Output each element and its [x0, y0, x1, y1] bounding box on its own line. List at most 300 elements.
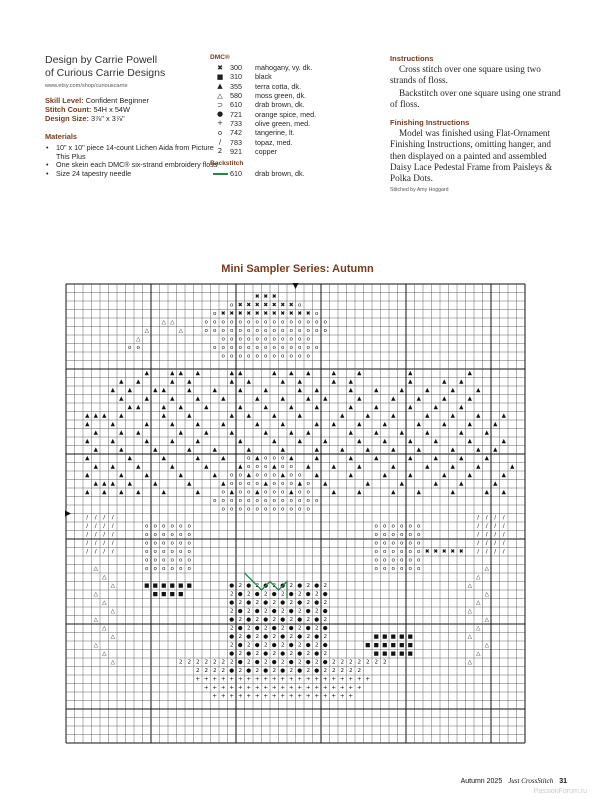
stitch-symbol: ▲ [297, 413, 302, 420]
stitch-symbol: ▲ [238, 438, 243, 445]
stitch-symbol: ✖ [237, 311, 243, 318]
stitch-symbol: o [272, 319, 276, 326]
stitch-symbol: + [254, 693, 260, 700]
stitch-symbol: ▲ [255, 489, 260, 496]
stitch-symbol: △ [476, 651, 481, 658]
stitch-symbol: ▲ [136, 404, 141, 411]
stitch-symbol: ▲ [144, 472, 149, 479]
stitch-symbol: 2 [340, 668, 345, 675]
stitch-symbol: o [187, 557, 191, 564]
stitch-symbol: ▲ [357, 438, 362, 445]
stitch-symbol: o [272, 455, 276, 462]
stitch-symbol: ▲ [170, 438, 175, 445]
key-name: topaz, med. [255, 137, 293, 147]
key-name: drab brown, dk. [255, 100, 305, 110]
stitch-symbol: ● [246, 634, 252, 641]
stitch-symbol: 2 [238, 617, 243, 624]
stitch-symbol: 2 [280, 659, 285, 666]
stitch-symbol: ▲ [272, 370, 277, 377]
stitch-symbol: ▲ [127, 387, 132, 394]
stitch-symbol: o [153, 557, 157, 564]
stitch-symbol: + [297, 676, 303, 683]
stitch-symbol: o [281, 328, 285, 335]
stitch-symbol: o [238, 345, 242, 352]
stitch-symbol: ▲ [289, 404, 294, 411]
stitch-symbol: o [400, 540, 404, 547]
stitch-symbol: o [238, 472, 242, 479]
key-number: 310 [230, 72, 242, 82]
stitch-symbol: 2 [306, 634, 311, 641]
key-row [210, 63, 370, 72]
stitch-symbol: o [281, 481, 285, 488]
designer-url[interactable]: www.etsy.com/shop/curiouscarrie [45, 83, 128, 89]
stitch-symbol: / [485, 532, 488, 539]
stitch-symbol: o [238, 498, 242, 505]
stitch-symbol: ● [246, 651, 252, 658]
key-row [210, 82, 370, 91]
stitch-symbol: o [230, 319, 234, 326]
stitch-symbol: 2 [280, 625, 285, 632]
stitch-symbol: o [281, 455, 285, 462]
stitch-symbol: ▲ [127, 481, 132, 488]
stitch-symbol: o [408, 523, 412, 530]
stitch-symbol: o [213, 311, 217, 318]
stitch-symbol: ▲ [229, 379, 234, 386]
stitch-symbol: o [153, 532, 157, 539]
stitch-symbol: + [322, 676, 328, 683]
stitch-symbol: ▲ [484, 430, 489, 437]
stitch-symbol: / [86, 549, 89, 556]
stitch-symbol: o [281, 506, 285, 513]
stitch-symbol: ▲ [153, 481, 158, 488]
stitch-symbol: ▲ [314, 387, 319, 394]
stitch-symbol: 2 [348, 659, 353, 666]
stitch-symbol: ▲ [187, 413, 192, 420]
instructions-heading: Instructions [390, 54, 434, 63]
stitch-symbol: ▲ [195, 489, 200, 496]
stitch-symbol: 2 [323, 617, 328, 624]
stitch-symbol: ▲ [408, 404, 413, 411]
stitch-symbol: ▲ [425, 430, 430, 437]
stitch-symbol: o [162, 540, 166, 547]
stitch-symbol: △ [102, 651, 107, 658]
stitch-symbol: ▲ [501, 472, 506, 479]
stitch-symbol: o [238, 336, 242, 343]
stitch-symbol: / [103, 532, 106, 539]
stitch-symbol: 2 [272, 668, 277, 675]
stitch-symbol: ▲ [382, 438, 387, 445]
stitch-symbol: o [247, 319, 251, 326]
stitch-symbol: ▲ [161, 455, 166, 462]
stitch-symbol: ✖ [271, 311, 277, 318]
stitch-symbol: ■ [178, 583, 184, 590]
stitch-symbol: ▲ [340, 413, 345, 420]
stitch-symbol: 2 [314, 642, 319, 649]
stitch-symbol: o [408, 540, 412, 547]
stitch-symbol: o [264, 455, 268, 462]
key-row [210, 72, 370, 81]
stitch-symbol: ✖ [254, 302, 260, 309]
stitch-symbol: + [331, 685, 337, 692]
stitch-symbol: 2 [238, 668, 243, 675]
stitch-symbol: ▲ [331, 370, 336, 377]
stitch-symbol: o [383, 557, 387, 564]
stitch-symbol: △ [170, 319, 175, 326]
stitch-symbol: ■ [399, 634, 405, 641]
key-name: mahogany, vy. dk. [255, 63, 313, 73]
stitch-symbol: o [204, 319, 208, 326]
stitch-symbol: 2 [272, 583, 277, 590]
stitch-symbol: o [238, 489, 242, 496]
stitch-symbol: 2 [280, 591, 285, 598]
stitch-symbol: o [272, 506, 276, 513]
stitch-symbol: ▲ [263, 387, 268, 394]
stitch-symbol: 2 [306, 651, 311, 658]
key-name: orange spice, med. [255, 109, 317, 119]
stitch-symbol: ▲ [348, 387, 353, 394]
stitch-symbol: ▲ [357, 489, 362, 496]
stitch-symbol: △ [144, 328, 149, 335]
stitch-symbol: ✖ [441, 549, 447, 556]
stitch-symbol: ▲ [493, 447, 498, 454]
stitch-symbol: ▲ [297, 481, 302, 488]
stitch-symbol: o [230, 481, 234, 488]
stitch-symbol: ▲ [178, 404, 183, 411]
stitch-symbol: o [247, 353, 251, 360]
stitch-symbol: 2 [229, 642, 234, 649]
stitch-symbol: ● [322, 608, 328, 615]
stitch-symbol: ✖ [246, 311, 252, 318]
stitch-symbol: ▲ [365, 481, 370, 488]
stitch-symbol: o [162, 532, 166, 539]
stitch-symbol: / [94, 549, 97, 556]
stitch-symbol: + [237, 685, 243, 692]
stitch-symbol: o [255, 498, 259, 505]
stitch-symbol: △ [484, 566, 489, 573]
stitch-symbol: ▲ [289, 489, 294, 496]
skill-level: Skill Level: Confident Beginner [45, 96, 149, 105]
stitch-symbol: ● [254, 659, 260, 666]
stitch-symbol: o [281, 319, 285, 326]
stitch-symbol: ● [246, 583, 252, 590]
chart-title: Mini Sampler Series: Autumn [221, 263, 374, 275]
stitch-symbol: o [272, 489, 276, 496]
stitch-symbol: + [297, 685, 303, 692]
stitch-symbol: ● [263, 668, 269, 675]
stitch-symbol: 2 [246, 608, 251, 615]
stitch-symbol: ▲ [442, 396, 447, 403]
stitch-symbol: 2 [374, 659, 379, 666]
key-symbol: o [217, 128, 223, 137]
stitch-symbol: o [213, 498, 217, 505]
stitch-symbol: ▲ [433, 438, 438, 445]
stitch-symbol: ▲ [178, 430, 183, 437]
stitch-symbol: ■ [382, 642, 388, 649]
stitch-symbol: △ [467, 659, 472, 666]
stitch-symbol: ▲ [425, 464, 430, 471]
stitch-symbol: ▲ [467, 472, 472, 479]
stitch-symbol: ▲ [408, 370, 413, 377]
stitch-symbol: o [298, 328, 302, 335]
stitch-symbol: 2 [357, 659, 362, 666]
stitch-symbol: / [477, 523, 480, 530]
stitch-symbol: ▲ [476, 447, 481, 454]
stitch-symbol: ▲ [85, 489, 90, 496]
design-size: Design Size: 3⅞" x 3⅞" [45, 114, 125, 123]
stitch-symbol: 2 [297, 625, 302, 632]
stitch-symbol: ● [263, 600, 269, 607]
stitch-symbol: △ [484, 642, 489, 649]
stitch-symbol: ● [288, 642, 294, 649]
stitch-symbol: 2 [382, 659, 387, 666]
stitch-symbol: ▲ [416, 421, 421, 428]
stitch-symbol: o [306, 506, 310, 513]
stitch-symbol: ▲ [297, 438, 302, 445]
stitch-symbol: o [170, 532, 174, 539]
stitch-symbol: o [298, 353, 302, 360]
stitch-symbol: △ [484, 617, 489, 624]
stitch-symbol: ■ [186, 583, 192, 590]
stitch-symbol: + [314, 685, 320, 692]
stitch-symbol: ▲ [348, 455, 353, 462]
stitch-symbol: ● [280, 617, 286, 624]
stitch-symbol: o [315, 311, 319, 318]
stitch-symbol: o [281, 498, 285, 505]
stitch-symbol: △ [110, 583, 115, 590]
stitch-symbol: o [221, 489, 225, 496]
stitch-symbol: ▲ [501, 489, 506, 496]
stitch-symbol: ▲ [493, 481, 498, 488]
key-number: 742 [230, 128, 242, 138]
stitch-symbol: 2 [272, 634, 277, 641]
stitch-symbol: 2 [357, 668, 362, 675]
stitch-symbol: o [145, 566, 149, 573]
stitch-symbol: ▲ [433, 455, 438, 462]
stitch-symbol: ● [263, 617, 269, 624]
stitch-symbol: ● [229, 651, 235, 658]
stitch-symbol: 2 [255, 617, 260, 624]
stitch-symbol: ▲ [170, 396, 175, 403]
stitch-symbol: o [383, 532, 387, 539]
stitch-symbol: + [212, 676, 218, 683]
stitch-symbol: o [289, 319, 293, 326]
stitch-symbol: ● [297, 583, 303, 590]
stitch-symbol: o [264, 345, 268, 352]
stitch-symbol: + [271, 685, 277, 692]
stitch-symbol: o [230, 472, 234, 479]
stitch-symbol: / [103, 523, 106, 530]
instructions-column [390, 54, 568, 193]
stitch-symbol: o [213, 328, 217, 335]
stitch-symbol: o [264, 472, 268, 479]
stitch-symbol: ● [237, 591, 243, 598]
stitch-symbol: ▲ [391, 464, 396, 471]
stitch-symbol: ▲ [127, 404, 132, 411]
stitch-symbol: + [339, 685, 345, 692]
stitch-symbol: o [264, 336, 268, 343]
stitch-symbol: + [348, 685, 354, 692]
stitch-symbol: o [247, 489, 251, 496]
stitch-symbol: ▲ [501, 438, 506, 445]
stitch-symbol: ▲ [246, 413, 251, 420]
stitch-symbol: + [220, 685, 226, 692]
stitch-symbol: ▲ [314, 421, 319, 428]
stitch-symbol: / [502, 523, 505, 530]
key-row [210, 128, 370, 137]
stitch-symbol: ● [271, 608, 277, 615]
stitch-symbol: ▲ [348, 472, 353, 479]
stitch-symbol: ▲ [246, 379, 251, 386]
stitch-symbol: △ [136, 336, 141, 343]
stitch-symbol: ▲ [280, 396, 285, 403]
stitch-symbol: o [170, 523, 174, 530]
stitch-symbol: ▲ [399, 387, 404, 394]
stitch-symbol: ▲ [178, 472, 183, 479]
stitch-symbol: o [247, 336, 251, 343]
stitch-symbol: / [477, 515, 480, 522]
stitch-symbol: ■ [407, 634, 413, 641]
stitch-symbol: ▲ [136, 464, 141, 471]
key-name: olive green, med. [255, 118, 311, 128]
specs-block [45, 96, 225, 123]
stitch-symbol: o [272, 353, 276, 360]
stitch-symbol: ▲ [85, 421, 90, 428]
stitch-symbol: 2 [297, 642, 302, 649]
stitch-symbol: ● [237, 608, 243, 615]
stitch-symbol: / [494, 540, 497, 547]
stitch-symbol: ✖ [458, 549, 464, 556]
stitch-symbol: ▲ [119, 413, 124, 420]
stitch-symbol: ▲ [238, 404, 243, 411]
stitch-symbol: / [477, 540, 480, 547]
stitch-symbol: ▲ [85, 472, 90, 479]
stitch-symbol: ▲ [340, 447, 345, 454]
stitch-symbol: o [230, 353, 234, 360]
stitch-symbol: o [162, 523, 166, 530]
stitch-symbol: ▲ [374, 387, 379, 394]
stitch-symbol: o [374, 557, 378, 564]
stitch-symbol: △ [110, 608, 115, 615]
stitch-symbol: △ [467, 634, 472, 641]
stitch-symbol: o [281, 345, 285, 352]
stitch-symbol: ● [297, 617, 303, 624]
stitch-symbol: ● [229, 617, 235, 624]
stitch-symbol: ▲ [450, 489, 455, 496]
stitch-symbol: + [246, 685, 252, 692]
stitch-symbol: ▲ [93, 430, 98, 437]
stitcher-credit: Stitched by Amy Hoggard [390, 186, 449, 193]
stitch-symbol: o [298, 319, 302, 326]
stitch-symbol: 2 [289, 668, 294, 675]
stitch-symbol: ▲ [399, 430, 404, 437]
stitch-symbol: ● [271, 625, 277, 632]
stitch-symbol: ● [254, 642, 260, 649]
stitch-symbol: ▲ [459, 404, 464, 411]
stitch-symbol: ▲ [289, 455, 294, 462]
stitch-symbol: ▲ [119, 430, 124, 437]
stitch-symbol: ▲ [272, 464, 277, 471]
stitch-symbol: + [322, 693, 328, 700]
stitch-symbol: ▲ [297, 387, 302, 394]
stitch-symbol: ▲ [195, 396, 200, 403]
stitch-symbol: ● [280, 583, 286, 590]
stitch-symbol: + [356, 676, 362, 683]
stitch-symbol: + [348, 676, 354, 683]
stitch-symbol: 2 [289, 651, 294, 658]
stitch-symbol: / [494, 549, 497, 556]
stitch-symbol: 2 [314, 591, 319, 598]
stitch-symbol: ▲ [425, 413, 430, 420]
stitch-symbol: ● [280, 668, 286, 675]
stitch-symbol: ▲ [425, 387, 430, 394]
stitch-symbol: ▲ [195, 370, 200, 377]
stitch-symbol: 2 [306, 617, 311, 624]
stitch-symbol: ▲ [229, 489, 234, 496]
stitch-symbol: ▲ [119, 379, 124, 386]
stitch-symbol: o [383, 540, 387, 547]
chart-grid [65, 283, 526, 744]
stitch-symbol: ▲ [280, 472, 285, 479]
stitch-symbol: ■ [373, 634, 379, 641]
stitch-symbol: / [494, 515, 497, 522]
stitch-symbol: ▲ [238, 464, 243, 471]
stitch-symbol: o [298, 498, 302, 505]
stitch-symbol: ▲ [255, 455, 260, 462]
stitch-symbol: ● [322, 642, 328, 649]
stitch-symbol: o [281, 464, 285, 471]
stitch-symbol: ▲ [280, 379, 285, 386]
key-name: copper [255, 146, 277, 156]
stitch-symbol: o [408, 566, 412, 573]
stitch-symbol: ✖ [424, 549, 430, 556]
materials-item: • One skein each DMC® six-strand embroidery floss [45, 161, 225, 170]
stitch-symbol: ▲ [153, 387, 158, 394]
stitch-symbol: ✖ [263, 294, 269, 301]
stitch-symbol: / [86, 515, 89, 522]
stitch-symbol: / [502, 532, 505, 539]
stitch-symbol: ▲ [416, 396, 421, 403]
stitch-symbol: ▲ [170, 370, 175, 377]
stitch-symbol: ▲ [442, 379, 447, 386]
key-name: black [255, 72, 272, 82]
stitch-symbol: o [230, 498, 234, 505]
stitch-symbol: ▲ [391, 447, 396, 454]
stitch-symbol: ● [263, 651, 269, 658]
key-number: 721 [230, 109, 242, 119]
stitch-symbol: ■ [373, 651, 379, 658]
stitch-symbol: o [255, 464, 259, 471]
stitch-symbol: ● [263, 634, 269, 641]
stitch-symbol: + [237, 693, 243, 700]
stitch-symbol: ● [314, 651, 320, 658]
stitch-symbol: o [238, 328, 242, 335]
stitch-symbol: ▲ [187, 379, 192, 386]
stitch-symbol: ▲ [263, 481, 268, 488]
stitch-symbol: ▲ [170, 421, 175, 428]
stitch-symbol: 2 [297, 659, 302, 666]
stitch-symbol: o [170, 540, 174, 547]
stitch-symbol: ▲ [272, 438, 277, 445]
stitch-symbol: + [203, 676, 209, 683]
stitch-symbol: o [136, 345, 140, 352]
stitch-symbol: o [230, 345, 234, 352]
stitch-symbol: o [247, 345, 251, 352]
stitch-symbol: o [213, 319, 217, 326]
stitch-symbol: ▲ [314, 447, 319, 454]
stitch-symbol: 2 [323, 634, 328, 641]
stitch-symbol: ▲ [348, 379, 353, 386]
backstitch-line-swatch [213, 173, 228, 175]
